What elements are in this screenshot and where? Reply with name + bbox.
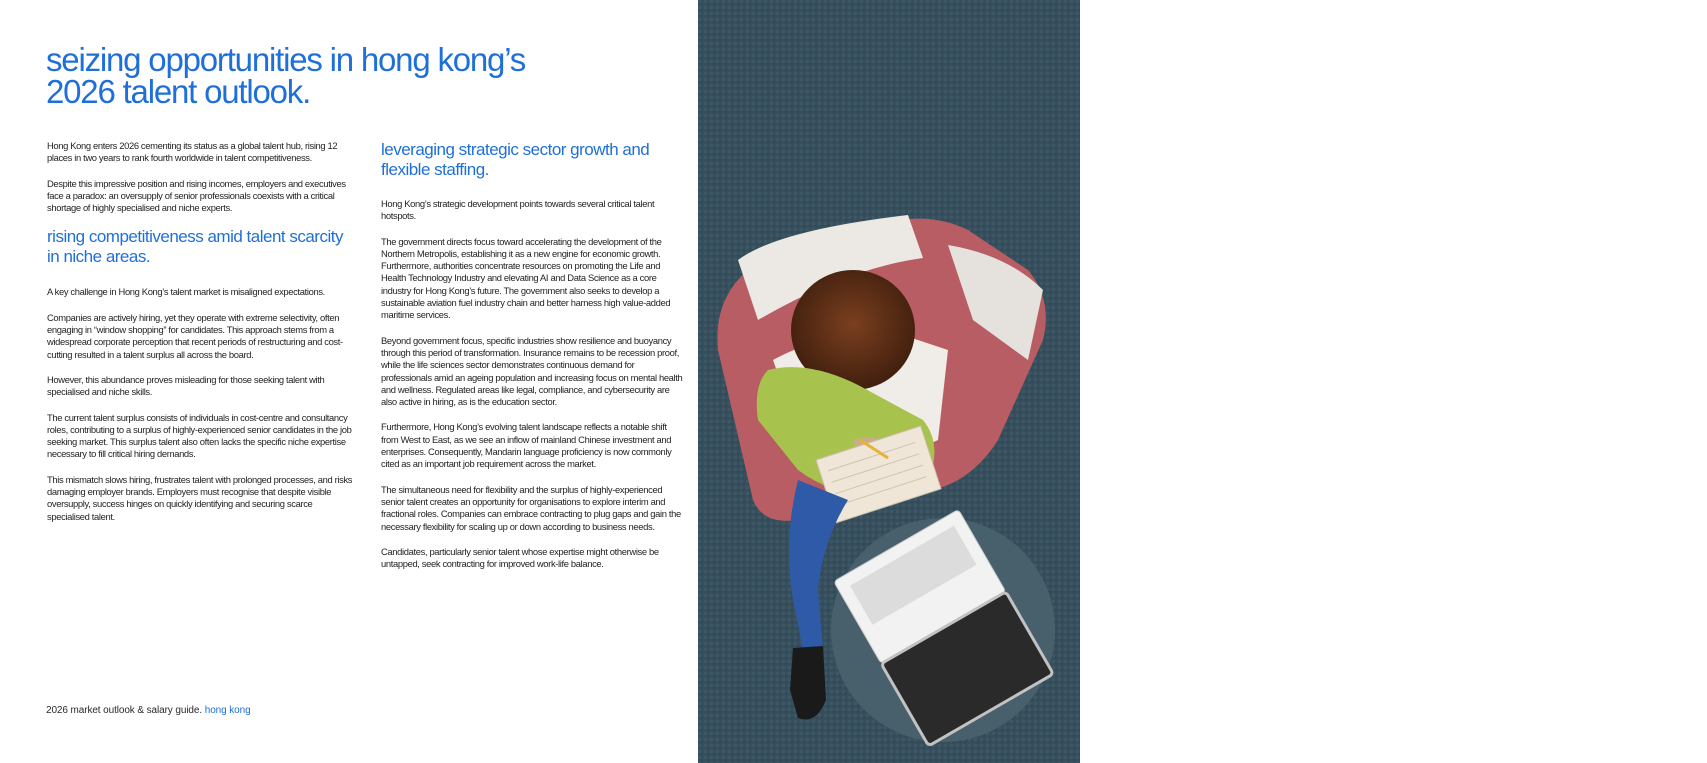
boot-icon [790, 646, 826, 720]
page-footer [46, 705, 251, 716]
page-title [46, 41, 666, 110]
left-paragraph-5: This mismatch slows hiring, frustrates talent with prolonged processes, and risks damaging employer brands. Employers must recognise that despite visible oversupply, success hinges on quickly identifying and securing scarce specialised talent. [47, 473, 353, 522]
page-title-line-2: 2026 talent outlook. [46, 73, 311, 110]
page-number: | 2 [1701, 700, 1707, 722]
left-column [47, 140, 357, 536]
right-paragraph-3: Beyond government focus, specific industries show resilience and buoyancy through this period of transformation. Insurance remains to be recession proof, while the life sciences sector demonstrates continuous demand for professionals amid an ageing population and increasing focus on mental health and wellness. Regulated areas like legal, compliance, and cybersecurity are also active in hiring, as is the education sector. [381, 334, 683, 408]
right-column [381, 138, 686, 583]
right-paragraph-4: Furthermore, Hong Kong’s evolving talent landscape reflects a notable shift from West to East, as we see an inflow of mainland Chinese investment and enterprises. Consequently, Mandarin language proficiency is now commonly cited as an important job requirement across the market. [381, 421, 672, 470]
woman-writing-with-laptop-photo [698, 0, 1707, 763]
left-paragraph-3: However, this abundance proves misleading for those seeking talent with specialised and niche skills. [47, 373, 325, 398]
right-paragraph-2: The government directs focus toward accelerating the development of the Northern Metropolis, establishing it as a new engine for economic growth. Furthermore, authorities concentrate resources on promoting the Life and Health Technology Industry and elevating AI and Data Science as a core industry for Hong Kong’s future. The government also seeks to develop a sustainable aviation fuel industry chain and better harness high value-added maritime services. [381, 235, 671, 321]
left-paragraph-4: The current talent surplus consists of individuals in cost-centre and consultancy roles, contributing to a surplus of highly-experienced senior candidates in the job seeking market. This surplus talent also often lacks the specific niche expertise necessary to fill critical hiring demands. [47, 411, 352, 460]
page-title-line-1: seizing opportunities in hong kong’s [46, 41, 526, 78]
right-paragraph-6: Candidates, particularly senior talent whose expertise might otherwise be untapped, seek contracting for improved work-life balance. [381, 545, 659, 570]
footer-text: 2026 market outlook & salary guide. [46, 705, 203, 716]
right-paragraph-1: Hong Kong’s strategic development points towards several critical talent hotspots. [381, 198, 655, 222]
intro-paragraph-1: Hong Kong enters 2026 cementing its status as a global talent hub, rising 12 places in two years to rank fourth worldwide in talent competitiveness. [47, 140, 338, 164]
left-paragraph-2: Companies are actively hiring, yet they operate with extreme selectivity, often engaging in “window shopping” for candidates. This approach stems from a widespread corporate perception that recent periods of restructuring and cost-cutting resulted in a talent surplus all across the board. [47, 311, 343, 360]
section-heading-competitiveness: rising competitiveness amid talent scarcity in niche areas. [47, 227, 343, 267]
right-paragraph-5: The simultaneous need for flexibility and the surplus of highly-experienced senior talent creates an opportunity for organisations to explore interim and fractional roles. Companies can embrace contracting to plug gaps and gain the necessary flexibility for scaling up or down according to business needs. [381, 483, 681, 532]
section-heading-strategic-growth: leveraging strategic sector growth and flexible staffing. [381, 140, 650, 179]
intro-paragraph-2: Despite this impressive position and rising incomes, employers and executives face a paradox: an oversupply of senior professionals coexists with a critical shortage of highly specialised and niche experts. [47, 177, 346, 214]
left-paragraph-1: A key challenge in Hong Kong’s talent market is misaligned expectations. [47, 286, 325, 298]
footer-region: hong kong [204, 705, 251, 716]
